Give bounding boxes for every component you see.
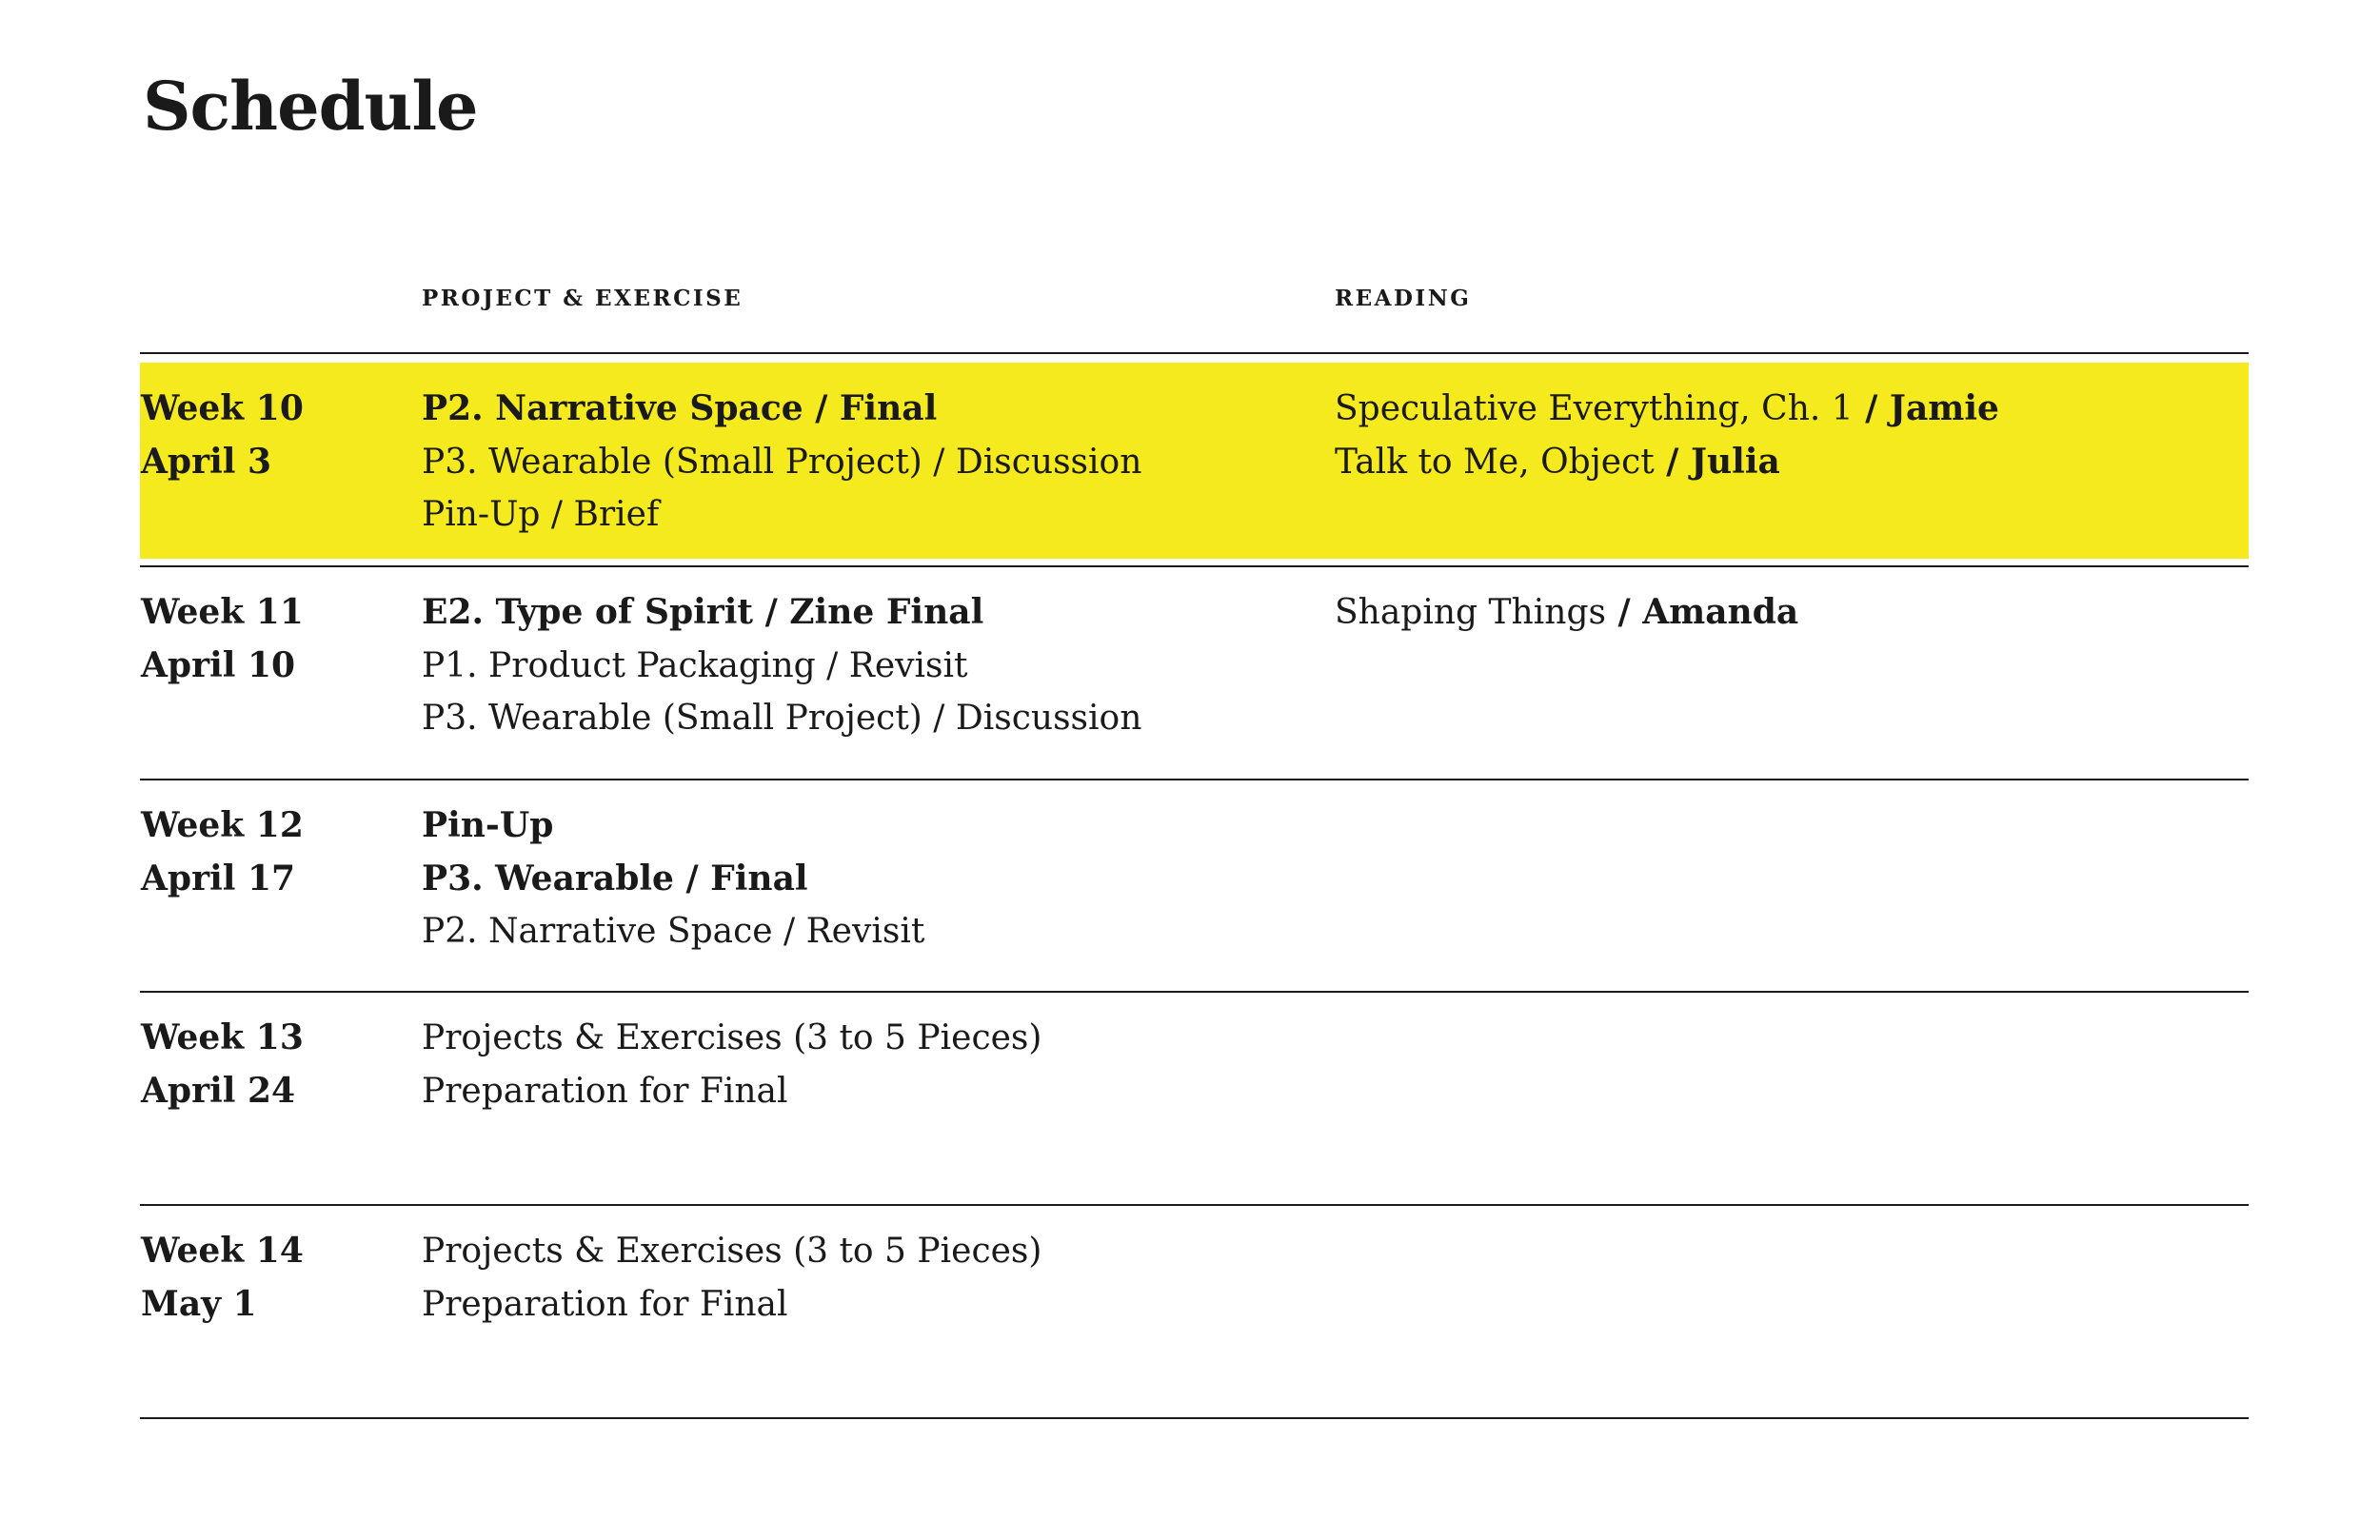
row-divider (140, 352, 2249, 354)
schedule-row-highlighted (140, 363, 2249, 559)
project-item: P1. Product Packaging / Revisit (422, 645, 968, 685)
reading-presenter: Jamie (1889, 388, 1999, 428)
project-cell (422, 383, 1317, 542)
reading-presenter: Julia (1690, 441, 1780, 482)
reading-cell (1335, 586, 2230, 640)
project-item: Preparation for Final (422, 1071, 788, 1111)
week-cell (141, 800, 407, 905)
date-label: April 3 (141, 441, 272, 482)
project-item: P2. Narrative Space / Revisit (422, 912, 925, 951)
week-label: Week 14 (141, 1231, 304, 1271)
week-label: Week 11 (141, 592, 304, 632)
reading-title: Speculative Everything, Ch. 1 (1335, 389, 1854, 428)
reading-cell (1335, 383, 2230, 488)
column-header-reading: READING (1335, 286, 1472, 311)
project-item: Preparation for Final (422, 1284, 788, 1324)
project-item: Pin-Up (422, 805, 554, 845)
reading-item (1335, 436, 2230, 489)
column-header-project: PROJECT & EXERCISE (422, 286, 744, 311)
project-item: P2. Narrative Space / Final (422, 388, 938, 428)
project-item: E2. Type of Spirit / Zine Final (422, 592, 984, 632)
row-divider (140, 1417, 2249, 1419)
reading-separator: / (1605, 592, 1643, 632)
page-title: Schedule (143, 67, 478, 146)
week-cell (141, 1225, 407, 1331)
project-item: Projects & Exercises (3 to 5 Pieces) (422, 1232, 1042, 1271)
reading-title: Shaping Things (1335, 593, 1606, 632)
reading-presenter: Amanda (1642, 592, 1799, 632)
project-cell (422, 586, 1317, 745)
project-cell (422, 800, 1317, 958)
schedule-row (140, 566, 2249, 778)
week-cell (141, 383, 407, 488)
schedule-row (140, 1205, 2249, 1416)
project-item: P3. Wearable / Final (422, 858, 808, 898)
schedule-row (140, 992, 2249, 1203)
week-label: Week 10 (141, 388, 304, 428)
date-label: April 24 (141, 1070, 296, 1111)
reading-item (1335, 586, 2230, 640)
date-label: May 1 (141, 1283, 257, 1324)
reading-item (1335, 383, 2230, 436)
week-cell (141, 586, 407, 692)
project-item: Projects & Exercises (3 to 5 Pieces) (422, 1018, 1042, 1057)
date-label: April 10 (141, 644, 296, 685)
date-label: April 17 (141, 858, 296, 898)
week-cell (141, 1012, 407, 1117)
project-cell (422, 1012, 1317, 1117)
schedule-row (140, 780, 2249, 991)
project-item: P3. Wearable (Small Project) / Discussion (422, 699, 1142, 738)
reading-separator: / (1654, 441, 1691, 482)
week-label: Week 13 (141, 1017, 304, 1057)
reading-separator: / (1853, 388, 1890, 428)
project-cell (422, 1225, 1317, 1331)
reading-title: Talk to Me, Object (1335, 442, 1655, 482)
project-item: Pin-Up / Brief (422, 495, 660, 534)
project-item: P3. Wearable (Small Project) / Discussion (422, 442, 1142, 482)
week-label: Week 12 (141, 805, 304, 845)
